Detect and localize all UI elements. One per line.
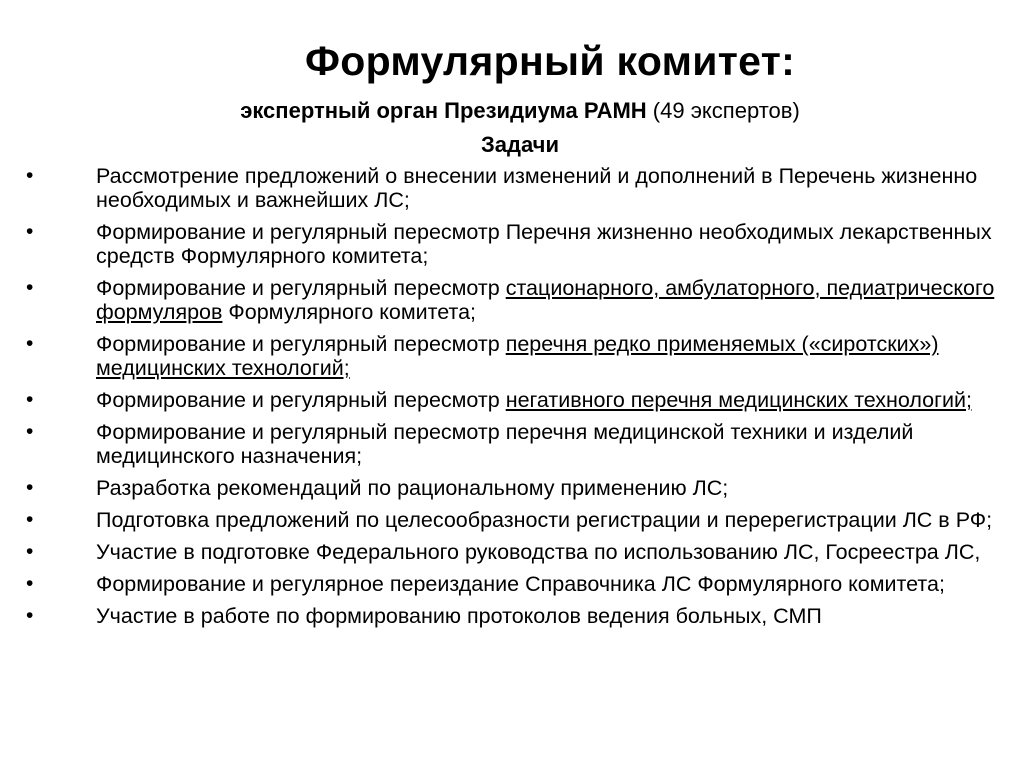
task-underlined-text: негативного перечня медицинских технологий; [505, 388, 972, 412]
task-item [0, 508, 1024, 532]
task-text: Формирование и регулярный пересмотр [96, 276, 506, 300]
tasks-heading: Задачи [481, 132, 559, 157]
task-underlined-text: перечня редко применяемых («сиротских») медицинских технологий; [96, 332, 939, 380]
bullet-icon: • [26, 476, 34, 499]
task-text: Формирование и регулярный пересмотр перечня медицинской техники и изделий медицинского назначения; [96, 420, 914, 468]
task-item [0, 604, 1024, 628]
task-text: Участие в работе по формированию протоколов ведения больных, СМП [96, 604, 822, 628]
bullet-icon: • [26, 276, 34, 299]
bullet-icon: • [26, 220, 34, 243]
bullet-icon: • [26, 332, 34, 355]
task-text: Разработка рекомендаций по рациональному применению ЛС; [96, 476, 729, 500]
subtitle-bold-text: экспертный орган Президиума РАМН [240, 98, 647, 123]
subtitle-normal-text: (49 экспертов) [646, 98, 800, 123]
task-item [0, 220, 1024, 268]
task-text-after: Формулярного комитета; [222, 300, 477, 324]
bullet-icon: • [26, 540, 34, 563]
task-item [0, 476, 1024, 500]
bullet-icon: • [26, 604, 34, 627]
task-item [0, 420, 1024, 468]
task-text: Участие в подготовке Федерального руководства по использованию ЛС, Госреестра ЛС, [96, 540, 981, 564]
task-text: Формирование и регулярный пересмотр Перечня жизненно необходимых лекарственных средств Формулярного комитета; [96, 220, 992, 268]
bullet-icon: • [26, 420, 34, 443]
task-text: Формирование и регулярный пересмотр [96, 388, 506, 412]
bullet-icon: • [26, 388, 34, 411]
task-text: Рассмотрение предложений о внесении изменений и дополнений в Перечень жизненно необходимых и важнейших ЛС; [96, 164, 978, 212]
bullet-icon: • [26, 164, 34, 187]
task-item [0, 388, 1024, 412]
task-underlined-text: стационарного, амбулаторного, педиатрического формуляров [96, 276, 995, 324]
task-item [0, 164, 1024, 212]
bullet-icon: • [26, 508, 34, 531]
task-item [0, 276, 1024, 324]
task-text: Формирование и регулярное переиздание Справочника ЛС Формулярного комитета; [96, 572, 945, 596]
task-text: Подготовка предложений по целесообразности регистрации и перерегистрации ЛС в РФ; [96, 508, 993, 532]
bullet-icon: • [26, 572, 34, 595]
task-item [0, 332, 1024, 380]
task-list [0, 164, 1024, 636]
task-text: Формирование и регулярный пересмотр [96, 332, 506, 356]
subtitle [0, 97, 1024, 125]
task-item [0, 572, 1024, 596]
task-item [0, 540, 1024, 564]
slide-title: Формулярный комитет: [304, 38, 796, 84]
